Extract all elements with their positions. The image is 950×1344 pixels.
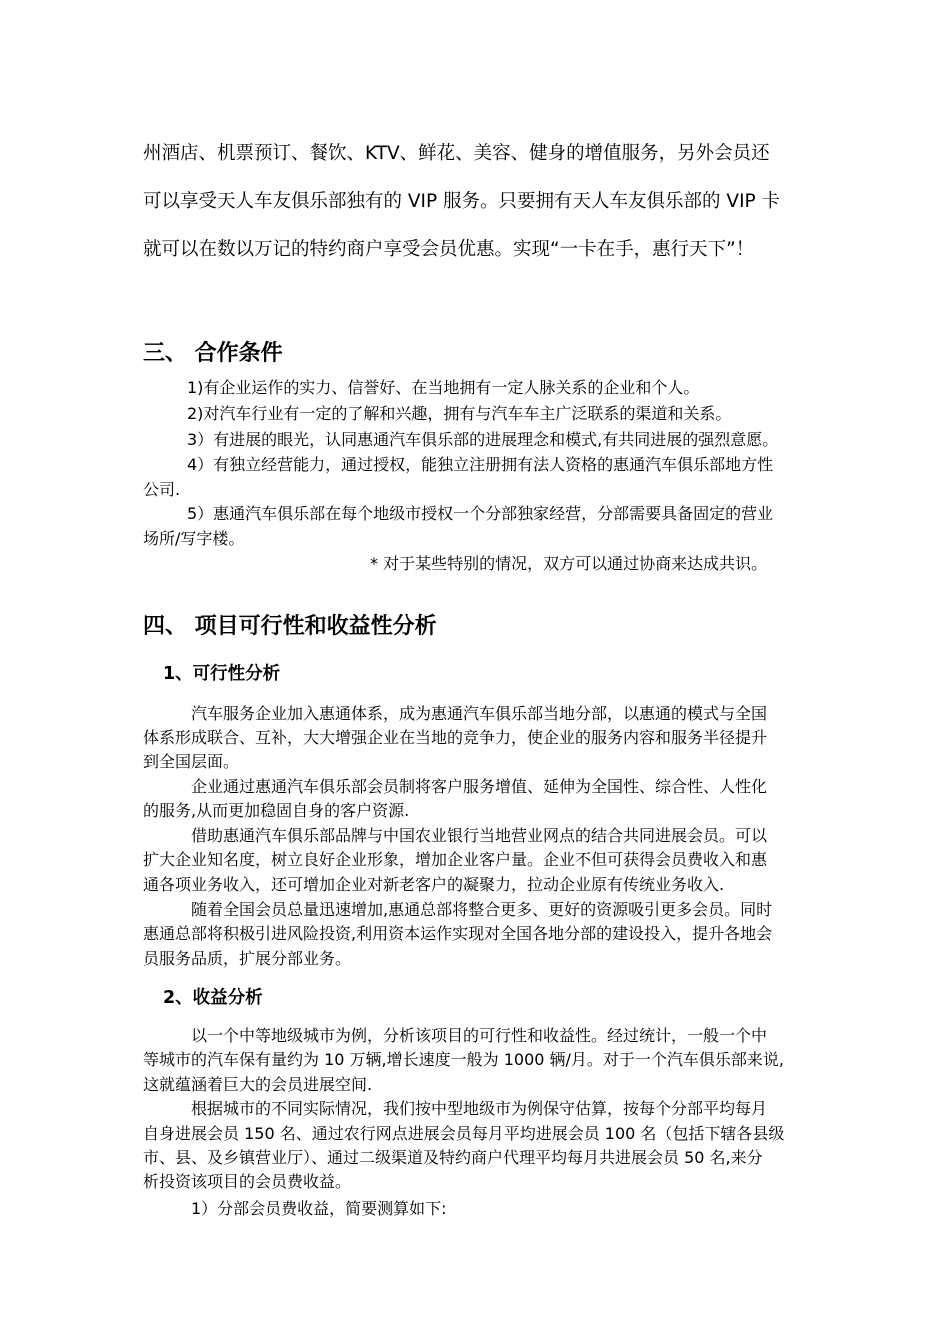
feasibility-line-6: 借助惠通汽车俱乐部品牌与中国农业银行当地营业网点的结合共同进展会员。可以 bbox=[191, 826, 768, 845]
feasibility-line-4: 企业通过惠通汽车俱乐部会员制将客户服务增值、延伸为全国性、综合性、人性化 bbox=[191, 777, 768, 796]
section-3-line-2: 2)对汽车行业有一定的了解和兴趣，拥有与汽车车主广泛联系的渠道和关系。 bbox=[187, 404, 732, 423]
feasibility-line-8: 通各项业务收入，还可增加企业对新老客户的凝聚力，拉动企业原有传统业务收入. bbox=[143, 875, 725, 894]
revenue-line-8: 1）分部会员费收益，简要测算如下: bbox=[191, 1199, 447, 1218]
section-3-line-7: 场所/写字楼。 bbox=[143, 529, 245, 548]
feasibility-line-10: 惠通总部将积极引进风险投资,利用资本运作实现对全国各地分部的建设投入，提升各地会 bbox=[143, 924, 773, 943]
revenue-line-7: 析投资该项目的会员费收益。 bbox=[143, 1172, 352, 1191]
section-3-heading: 三、 合作条件 bbox=[143, 341, 283, 366]
revenue-line-6: 市、县、及乡镇营业厅）、通过二级渠道及特约商户代理平均每月共进展会员 50 名,来分 bbox=[143, 1148, 763, 1167]
feasibility-line-11: 员服务品质，扩展分部业务。 bbox=[143, 949, 352, 968]
feasibility-line-1: 汽车服务企业加入惠通体系，成为惠通汽车俱乐部当地分部，以惠通的模式与全国 bbox=[191, 704, 768, 723]
section-3-line-4: 4）有独立经营能力，通过授权，能独立注册拥有法人资格的惠通汽车俱乐部地方性 bbox=[187, 455, 774, 474]
subsection-revenue-heading: 2、收益分析 bbox=[163, 988, 263, 1008]
revenue-line-1: 以一个中等地级城市为例，分析该项目的可行性和收益性。经过统计，一般一个中 bbox=[191, 1026, 768, 1045]
revenue-line-3: 这就蕴涵着巨大的会员进展空间. bbox=[143, 1075, 373, 1094]
feasibility-line-5: 的服务,从而更加稳固自身的客户资源. bbox=[143, 801, 410, 820]
section-3-line-1: 1)有企业运作的实力、信誉好、在当地拥有一定人脉关系的企业和个人。 bbox=[187, 378, 700, 397]
feasibility-line-3: 到全国层面。 bbox=[143, 752, 240, 771]
revenue-line-4: 根据城市的不同实际情况，我们按中型地级市为例保守估算，按每个分部平均每月 bbox=[191, 1099, 768, 1118]
subsection-feasibility-heading: 1、可行性分析 bbox=[163, 664, 281, 684]
section-3-line-5: 公司. bbox=[143, 480, 181, 499]
section-3-note: * 对于某些特别的情况，双方可以通过协商来达成共识。 bbox=[370, 554, 768, 573]
revenue-line-2: 等城市的汽车保有量约为 10 万辆,增长速度一般为 1000 辆/月。对于一个汽车俱乐部来说, bbox=[143, 1050, 784, 1069]
revenue-line-5: 自身进展会员 150 名、通过农行网点进展会员每月平均进展会员 100 名（包括下辖各县级 bbox=[143, 1124, 785, 1143]
feasibility-line-9: 随着全国会员总量迅速增加,惠通总部将整合更多、更好的资源吸引更多会员。同时 bbox=[191, 900, 773, 919]
feasibility-line-7: 扩大企业知名度，树立良好企业形象，增加企业客户量。企业不但可获得会员费收入和惠 bbox=[143, 850, 768, 869]
intro-line-3: 就可以在数以万记的特约商户享受会员优惠。实现“一卡在手，惠行天下”！ bbox=[143, 239, 755, 260]
section-3-line-6: 5）惠通汽车俱乐部在每个地级市授权一个分部独家经营，分部需要具备固定的营业 bbox=[187, 504, 774, 523]
feasibility-line-2: 体系形成联合、互补，大大增强企业在当地的竞争力，使企业的服务内容和服务半径提升 bbox=[143, 728, 768, 747]
section-3-line-3: 3）有进展的眼光，认同惠通汽车俱乐部的进展理念和模式,有共同进展的强烈意愿。 bbox=[187, 430, 779, 449]
intro-line-2: 可以享受天人车友俱乐部独有的 VIP 服务。只要拥有天人车友俱乐部的 VIP 卡 bbox=[143, 191, 781, 212]
section-4-heading: 四、 项目可行性和收益性分析 bbox=[143, 614, 437, 639]
intro-line-1: 州酒店、机票预订、餐饮、KTV、鲜花、美容、健身的增值服务，另外会员还 bbox=[143, 143, 770, 164]
